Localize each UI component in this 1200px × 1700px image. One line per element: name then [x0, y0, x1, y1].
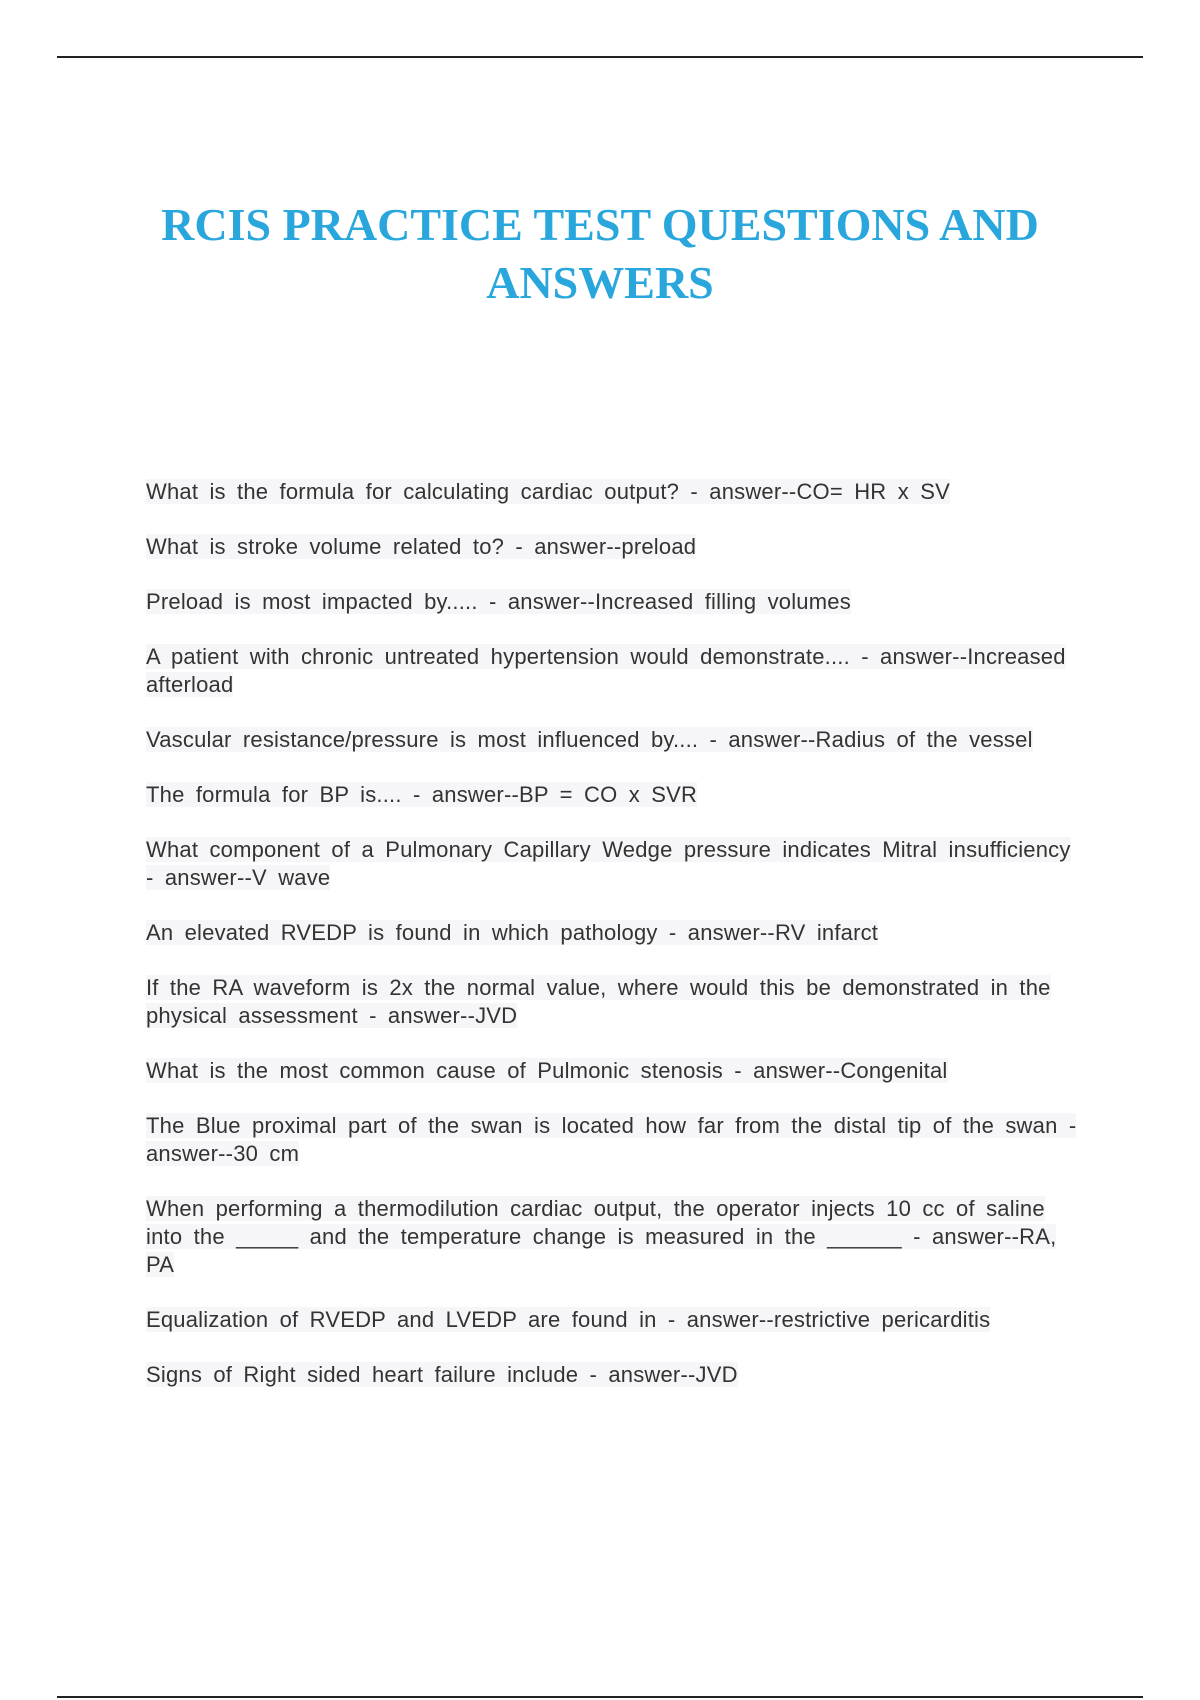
answer-separator: - answer-- [146, 865, 253, 890]
answer-separator: - answer-- [477, 589, 595, 614]
question-text: Vascular resistance/pressure is most influenced by.... [146, 727, 699, 752]
qa-item [146, 1195, 1086, 1279]
question-text: When performing a thermodilution cardiac output, the operator injects 10 cc of saline into the _____ and the temperature change is measured in the ______ [146, 1196, 1045, 1249]
answer-text: RA, PA [146, 1224, 1057, 1277]
qa-item [146, 836, 1086, 892]
answer-separator: - answer-- [504, 534, 622, 559]
answer-separator: - answer-- [401, 782, 520, 807]
question-text: A patient with chronic untreated hypertension would demonstrate.... [146, 644, 850, 669]
question-text: If the RA waveform is 2x the normal value, where would this be demonstrated in the physical assessment [146, 975, 1051, 1028]
answer-text: Radius of the vessel [815, 727, 1033, 752]
answer-separator: - answer-- [578, 1362, 696, 1387]
question-text: What is stroke volume related to? [146, 534, 505, 559]
answer-text: preload [621, 534, 697, 559]
answer-text: CO= HR x SV [796, 479, 950, 504]
question-text: Signs of Right sided heart failure include [146, 1362, 579, 1387]
answer-separator: - answer-- [146, 1113, 1077, 1166]
answer-text: RV infarct [774, 920, 879, 945]
answer-text: JVD [695, 1362, 738, 1387]
qa-item [146, 781, 1086, 809]
qa-item [146, 643, 1086, 699]
qa-item [146, 478, 1086, 506]
question-text: Preload is most impacted by..... [146, 589, 478, 614]
answer-separator: - answer-- [679, 479, 797, 504]
bottom-rule [57, 1696, 1143, 1698]
qa-list [146, 478, 1086, 1416]
answer-text: Congenital [840, 1058, 948, 1083]
answer-text: Increased afterload [146, 644, 1066, 697]
answer-separator: - answer-- [901, 1224, 1020, 1249]
document-title [100, 196, 1100, 312]
answer-separator: - answer-- [357, 1003, 476, 1028]
qa-item [146, 1057, 1086, 1085]
question-text: What is the formula for calculating cardiac output? [146, 479, 680, 504]
answer-separator: - answer-- [657, 920, 775, 945]
answer-text: Increased filling volumes [595, 589, 851, 614]
title-line-2: ANSWERS [486, 257, 714, 308]
answer-separator: - answer-- [849, 644, 968, 669]
qa-item [146, 726, 1086, 754]
question-text: What component of a Pulmonary Capillary Wedge pressure indicates Mitral insufficiency [146, 837, 1071, 862]
question-text: An elevated RVEDP is found in which pathology [146, 920, 658, 945]
answer-separator: - answer-- [656, 1307, 774, 1332]
qa-item [146, 1112, 1086, 1168]
question-text: What is the most common cause of Pulmonic stenosis [146, 1058, 723, 1083]
answer-text: restrictive pericarditis [773, 1307, 991, 1332]
question-text: The Blue proximal part of the swan is located how far from the distal tip of the swan [146, 1113, 1058, 1138]
answer-separator: - answer-- [698, 727, 816, 752]
qa-item [146, 919, 1086, 947]
top-rule [57, 56, 1143, 58]
title-line-1: RCIS PRACTICE TEST QUESTIONS AND [161, 199, 1039, 250]
answer-text: 30 cm [233, 1141, 300, 1166]
qa-item [146, 974, 1086, 1030]
question-text: The formula for BP is.... [146, 782, 402, 807]
answer-text: BP = CO x SVR [519, 782, 698, 807]
answer-text: V wave [252, 865, 331, 890]
qa-item [146, 1361, 1086, 1389]
answer-separator: - answer-- [723, 1058, 841, 1083]
qa-item [146, 588, 1086, 616]
qa-item [146, 533, 1086, 561]
question-text: Equalization of RVEDP and LVEDP are found in [146, 1307, 657, 1332]
answer-text: JVD [475, 1003, 518, 1028]
qa-item [146, 1306, 1086, 1334]
